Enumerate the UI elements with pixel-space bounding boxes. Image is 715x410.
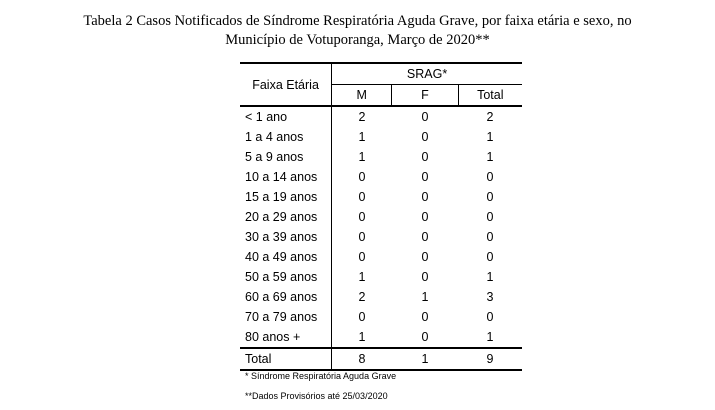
total-cell: 1: [486, 330, 494, 344]
header-age-group: Faixa Etária: [240, 63, 332, 106]
age-cell: 10 a 14 anos: [240, 167, 332, 187]
total-cell: 0: [486, 210, 494, 224]
female-cell: 0: [421, 230, 429, 244]
female-cell: 0: [421, 210, 429, 224]
caption-line-2: Município de Votuporanga, Março de 2020**: [225, 32, 490, 48]
total-cell: 2: [486, 110, 494, 124]
caption-line-1: Tabela 2 Casos Notificados de Síndrome Respiratória Aguda Grave, por faixa etária e sexo, no: [83, 13, 632, 29]
srag-cases-table: [240, 62, 522, 371]
total-cell: 0: [486, 310, 494, 324]
header-total: Total: [458, 85, 522, 107]
total-male: 8: [332, 348, 392, 370]
header-female: F: [392, 85, 458, 107]
header-male: M: [332, 85, 392, 107]
total-female: 1: [392, 348, 458, 370]
total-total: 9: [458, 348, 522, 370]
age-cell: 1 a 4 anos: [240, 127, 332, 147]
table-row: [240, 327, 522, 348]
male-cell: 0: [358, 310, 366, 324]
header-row-1: [240, 63, 522, 85]
age-cell: 50 a 59 anos: [240, 267, 332, 287]
male-cell: 0: [358, 170, 366, 184]
age-cell: 80 anos +: [240, 327, 332, 348]
age-cell: < 1 ano: [240, 106, 332, 127]
table-caption: [0, 12, 715, 50]
female-cell: 0: [421, 150, 429, 164]
table-row: [240, 267, 522, 287]
female-cell: 0: [421, 170, 429, 184]
header-srag: SRAG*: [332, 63, 522, 85]
male-cell: 1: [358, 330, 366, 344]
age-cell: 60 a 69 anos: [240, 287, 332, 307]
table-row: [240, 207, 522, 227]
total-row: [240, 348, 522, 370]
total-cell: 0: [486, 250, 494, 264]
age-cell: 40 a 49 anos: [240, 247, 332, 267]
table-row: [240, 287, 522, 307]
male-cell: 0: [358, 250, 366, 264]
total-cell: 3: [486, 290, 494, 304]
male-cell: 1: [358, 130, 366, 144]
total-cell: 0: [486, 190, 494, 204]
table-row: [240, 247, 522, 267]
total-cell: 1: [486, 150, 494, 164]
male-cell: 1: [358, 150, 366, 164]
female-cell: 0: [421, 250, 429, 264]
table-row: [240, 227, 522, 247]
total-cell: 0: [486, 170, 494, 184]
male-cell: 0: [358, 210, 366, 224]
male-cell: 2: [358, 110, 366, 124]
table-row: [240, 147, 522, 167]
age-cell: 20 a 29 anos: [240, 207, 332, 227]
male-cell: 0: [358, 230, 366, 244]
age-cell: 30 a 39 anos: [240, 227, 332, 247]
footnote-srag: * Síndrome Respiratória Aguda Grave: [245, 371, 397, 381]
male-cell: 0: [358, 190, 366, 204]
female-cell: 0: [421, 190, 429, 204]
male-cell: 2: [358, 290, 366, 304]
age-cell: 5 a 9 anos: [240, 147, 332, 167]
female-cell: 0: [421, 110, 429, 124]
total-cell: 1: [486, 130, 494, 144]
female-cell: 0: [421, 330, 429, 344]
table-row: [240, 187, 522, 207]
female-cell: 0: [421, 310, 429, 324]
table-row: [240, 127, 522, 147]
table-row: [240, 167, 522, 187]
female-cell: 0: [421, 130, 429, 144]
male-cell: 1: [358, 270, 366, 284]
table-row: [240, 307, 522, 327]
age-cell: 70 a 79 anos: [240, 307, 332, 327]
female-cell: 1: [421, 290, 429, 304]
total-cell: 0: [486, 230, 494, 244]
female-cell: 0: [421, 270, 429, 284]
footnote-provisional: **Dados Provisórios até 25/03/2020: [245, 391, 388, 401]
total-label: Total: [240, 348, 332, 370]
total-cell: 1: [486, 270, 494, 284]
age-cell: 15 a 19 anos: [240, 187, 332, 207]
table-row: [240, 106, 522, 127]
